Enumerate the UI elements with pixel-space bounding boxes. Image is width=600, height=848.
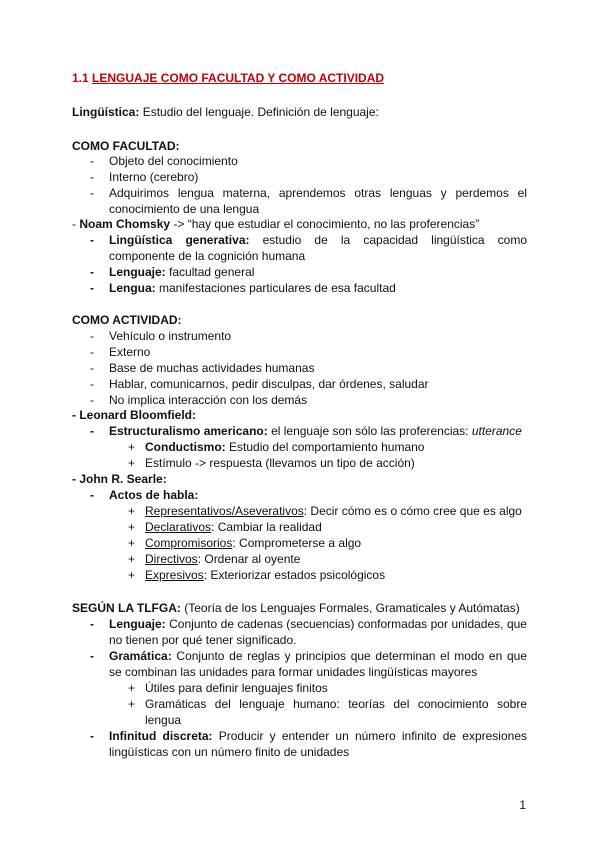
dash-bullet: - xyxy=(90,345,94,359)
dash-bullet: - xyxy=(90,186,94,200)
dash-bullet: - xyxy=(90,281,94,295)
section-title-text: LENGUAJE COMO FACULTAD Y COMO ACTIVIDAD xyxy=(92,71,385,85)
dash-bullet: - xyxy=(90,424,94,438)
facultad-item: Interno (cerebro) xyxy=(109,170,199,184)
tlfga-subtitle: (Teoría de los Lenguajes Formales, Gramaticales y Autómatas) xyxy=(184,601,520,615)
facultad-item: Objeto del conocimiento xyxy=(109,154,238,168)
gramatica-sub-item: Útiles para definir lenguajes finitos xyxy=(145,681,328,695)
tlfga-heading-line xyxy=(72,600,520,616)
plus-bullet: + xyxy=(128,456,136,470)
dash-bullet: - xyxy=(90,329,94,343)
section-title xyxy=(72,70,384,86)
actividad-item: Vehículo o instrumento xyxy=(109,329,232,343)
intro-term: Lingüística: xyxy=(72,105,140,119)
page-number: 1 xyxy=(519,798,526,812)
chomsky-line: - Noam Chomsky -> “hay que estudiar el conocimiento, no las proferencias” xyxy=(72,217,480,231)
plus-bullet: + xyxy=(128,440,136,454)
actividad-item: Hablar, comunicarnos, pedir disculpas, dar órdenes, saludar xyxy=(109,377,429,391)
tlfga-heading: SEGÚN LA TLFGA: xyxy=(72,601,181,615)
dash-bullet: - xyxy=(90,488,94,502)
tlfga-item: Lenguaje: Conjunto de cadenas (secuencias) conformadas por unidades, que no tienen por qué tener significado. xyxy=(109,617,527,647)
plus-bullet: + xyxy=(128,536,136,550)
conductismo-line: Conductismo: Estudio del comportamiento humano xyxy=(145,440,425,454)
chomsky-name: Noam Chomsky xyxy=(79,217,171,231)
actos-heading: Actos de habla: xyxy=(109,488,199,502)
bloomfield-name: Leonard Bloomfield: xyxy=(79,408,197,422)
plus-bullet: + xyxy=(128,568,136,582)
plus-bullet: + xyxy=(128,520,136,534)
dash-bullet: - xyxy=(90,377,94,391)
plus-bullet: + xyxy=(128,697,136,711)
facultad-sub-item: Lengua: manifestaciones particulares de esa facultad xyxy=(109,281,396,295)
facultad-sub-item: Lingüística generativa: estudio de la capacidad lingüística como componente de la cognición humana xyxy=(109,233,527,263)
dash-bullet: - xyxy=(90,233,94,247)
dash-bullet: - xyxy=(90,617,94,631)
tlfga-item: Gramática: Conjunto de reglas y principios que determinan el modo en que se combinan las unidades para formar unidades lingüísticas mayores xyxy=(109,649,527,679)
acto-item: Declarativos: Cambiar la realidad xyxy=(145,520,322,534)
searle-line: - John R. Searle: xyxy=(72,472,167,486)
facultad-item: Adquirimos lengua materna, aprendemos otras lenguas y perdemos el conocimiento de una lengua xyxy=(109,186,527,216)
gramatica-sub-item: Gramáticas del lenguaje humano: teorías del conocimiento sobre lengua xyxy=(145,697,527,727)
actividad-item: Externo xyxy=(109,345,151,359)
bloomfield-line: - Leonard Bloomfield: xyxy=(72,408,197,422)
acto-item: Compromisorios: Comprometerse a algo xyxy=(145,536,362,550)
acto-item: Representativos/Aseverativos: Decir cómo es o cómo cree que es algo xyxy=(145,504,522,518)
intro-text: Estudio del lenguaje. Definición de lenguaje: xyxy=(142,105,379,119)
actividad-heading: COMO ACTIVIDAD: xyxy=(72,313,182,327)
dash-bullet: - xyxy=(90,154,94,168)
dash-bullet: - xyxy=(90,265,94,279)
dash-bullet: - xyxy=(90,170,94,184)
acto-item: Directivos: Ordenar al oyente xyxy=(145,552,301,566)
searle-name: John R. Searle: xyxy=(79,472,167,486)
acto-item: Expresivos: Exteriorizar estados psicológicos xyxy=(145,568,386,582)
intro-line xyxy=(72,104,379,120)
dash-bullet: - xyxy=(90,649,94,663)
dash-bullet: - xyxy=(90,729,94,743)
plus-bullet: + xyxy=(128,552,136,566)
facultad-heading: COMO FACULTAD: xyxy=(72,139,180,153)
chomsky-quote: -> “hay que estudiar el conocimiento, no las proferencias” xyxy=(173,217,480,231)
actividad-item: No implica interacción con los demás xyxy=(109,393,308,407)
dash-bullet: - xyxy=(90,361,94,375)
estructuralismo-line: Estructuralismo americano: el lenguaje son sólo las proferencias: utterance xyxy=(109,424,522,438)
dash-bullet: - xyxy=(90,393,94,407)
actividad-item: Base de muchas actividades humanas xyxy=(109,361,315,375)
facultad-sub-item: Lenguaje: facultad general xyxy=(109,265,255,279)
section-number: 1.1 xyxy=(72,71,89,85)
plus-bullet: + xyxy=(128,504,136,518)
estimulo-line: Estímulo -> respuesta (llevamos un tipo de acción) xyxy=(145,456,415,470)
tlfga-item: Infinitud discreta: Producir y entender un número infinito de expresiones lingüísticas con un número finito de unidades xyxy=(109,729,527,759)
plus-bullet: + xyxy=(128,681,136,695)
